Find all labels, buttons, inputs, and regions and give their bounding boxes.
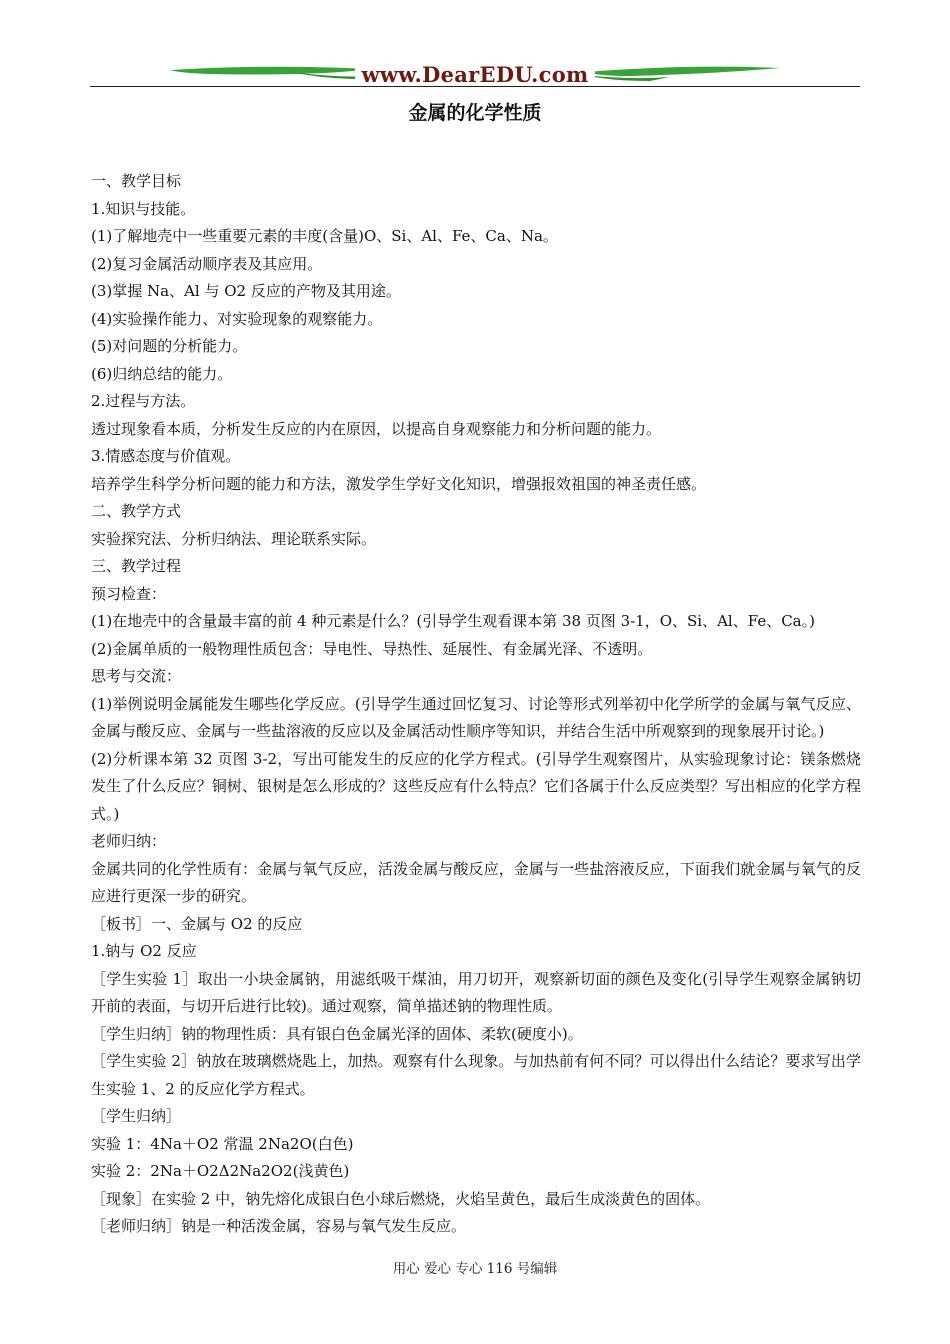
paragraph: (2)金属单质的一般物理性质包含：导电性、导热性、延展性、有金属光泽、不透明。: [91, 639, 653, 658]
header-rule: [90, 86, 860, 87]
paragraph: (1)了解地壳中一些重要元素的丰度(含量)O、Si、Al、Fe、Ca、Na。: [91, 227, 558, 245]
logo-label: www.DearEDU.com: [355, 62, 594, 87]
paragraph: (3)掌握 Na、Al 与 O2 反应的产物及其用途。: [91, 282, 401, 300]
paragraph: 预习检查：: [91, 584, 167, 603]
paragraph: 老师归纳：: [91, 832, 167, 850]
paragraph: ［板书］一、金属与 O2 的反应: [91, 914, 303, 933]
paragraph: (2)复习金属活动顺序表及其应用。: [91, 254, 323, 273]
page-header: [90, 60, 860, 90]
page-footer: 用心 爱心 专心 116 号编辑: [392, 1261, 558, 1277]
paragraph: 1.知识与技能。: [91, 199, 196, 218]
paragraph: 1.钠与 O2 反应: [91, 942, 197, 960]
paragraph: 培养学生科学分析问题的能力和方法，激发学生学好文化知识，增强报效祖国的神圣责任感。: [91, 474, 707, 493]
document-title: 金属的化学性质: [408, 102, 542, 124]
paragraph: ［现象］在实验 2 中，钠先熔化成银白色小球后燃烧，火焰呈黄色，最后生成淡黄色的固体。: [91, 1189, 711, 1208]
paragraph: ［学生归纳］钠的物理性质：具有银白色金属光泽的固体、柔软(硬度小)。: [91, 1024, 583, 1043]
paragraph: 实验 1：4Na＋O2 常温 2Na2O(白色): [91, 1134, 354, 1153]
paragraph: (5)对问题的分析能力。: [91, 337, 248, 355]
paragraph: 思考与交流：: [91, 667, 182, 685]
paragraph: 2.过程与方法。: [91, 392, 196, 410]
paragraph: 二、教学方式: [91, 502, 182, 520]
paragraph: ［学生归纳］: [91, 1107, 182, 1125]
paragraph: ［老师归纳］钠是一种活泼金属，容易与氧气发生反应。: [91, 1217, 467, 1235]
paragraph: 透过现象看本质，分析发生反应的内在原因，以提高自身观察能力和分析问题的能力。: [91, 419, 662, 438]
paragraph: 一、教学目标: [91, 172, 182, 190]
paragraph: (4)实验操作能力、对实验现象的观察能力。: [91, 309, 383, 328]
paragraph: (2)分析课本第 32 页图 3-2，写出可能发生的反应的化学方程式。(引导学生观察图片，从实验现象讨论：镁条燃烧发生了什么反应？铜树、银树是怎么形成的？这些反应有什么特点？它们各属于什么反应类型？写出相应的化学方程式。): [91, 749, 861, 823]
paragraph: (6)归纳总结的能力。: [91, 364, 233, 383]
document-body: [91, 168, 861, 1241]
paragraph: ［学生实验 2］钠放在玻璃燃烧匙上，加热。观察有什么现象。与加热前有何不同？可以得出什么结论？要求写出学生实验 1、2 的反应化学方程式。: [91, 1052, 861, 1098]
paragraph: 实验探究法、分析归纳法、理论联系实际。: [91, 529, 377, 548]
paragraph: (1)在地壳中的含量最丰富的前 4 种元素是什么？(引导学生观看课本第 38 页图 3-1，O、Si、Al、Fe、Ca。): [91, 612, 815, 630]
paragraph: (1)举例说明金属能发生哪些化学反应。(引导学生通过回忆复习、讨论等形式列举初中化学所学的金属与氧气反应、金属与酸反应、金属与一些盐溶液的反应以及金属活动性顺序等知识，并结合生活中所观察到的现象展开讨论。): [91, 694, 861, 740]
paragraph: 三、教学过程: [91, 557, 182, 575]
paragraph: 金属共同的化学性质有：金属与氧气反应，活泼金属与酸反应，金属与一些盐溶液反应，下面我们就金属与氧气的反应进行更深一步的研究。: [91, 859, 861, 905]
paragraph: 实验 2：2Na＋O2Δ2Na2O2(浅黄色): [91, 1162, 350, 1180]
paragraph: ［学生实验 1］取出一小块金属钠，用滤纸吸干煤油，用刀切开，观察新切面的颜色及变化(引导学生观察金属钠切开前的表面，与切开后进行比较)。通过观察，简单描述钠的物理性质。: [91, 969, 861, 1015]
paragraph: 3.情感态度与价值观。: [91, 447, 241, 465]
site-logo-text: [90, 62, 860, 87]
